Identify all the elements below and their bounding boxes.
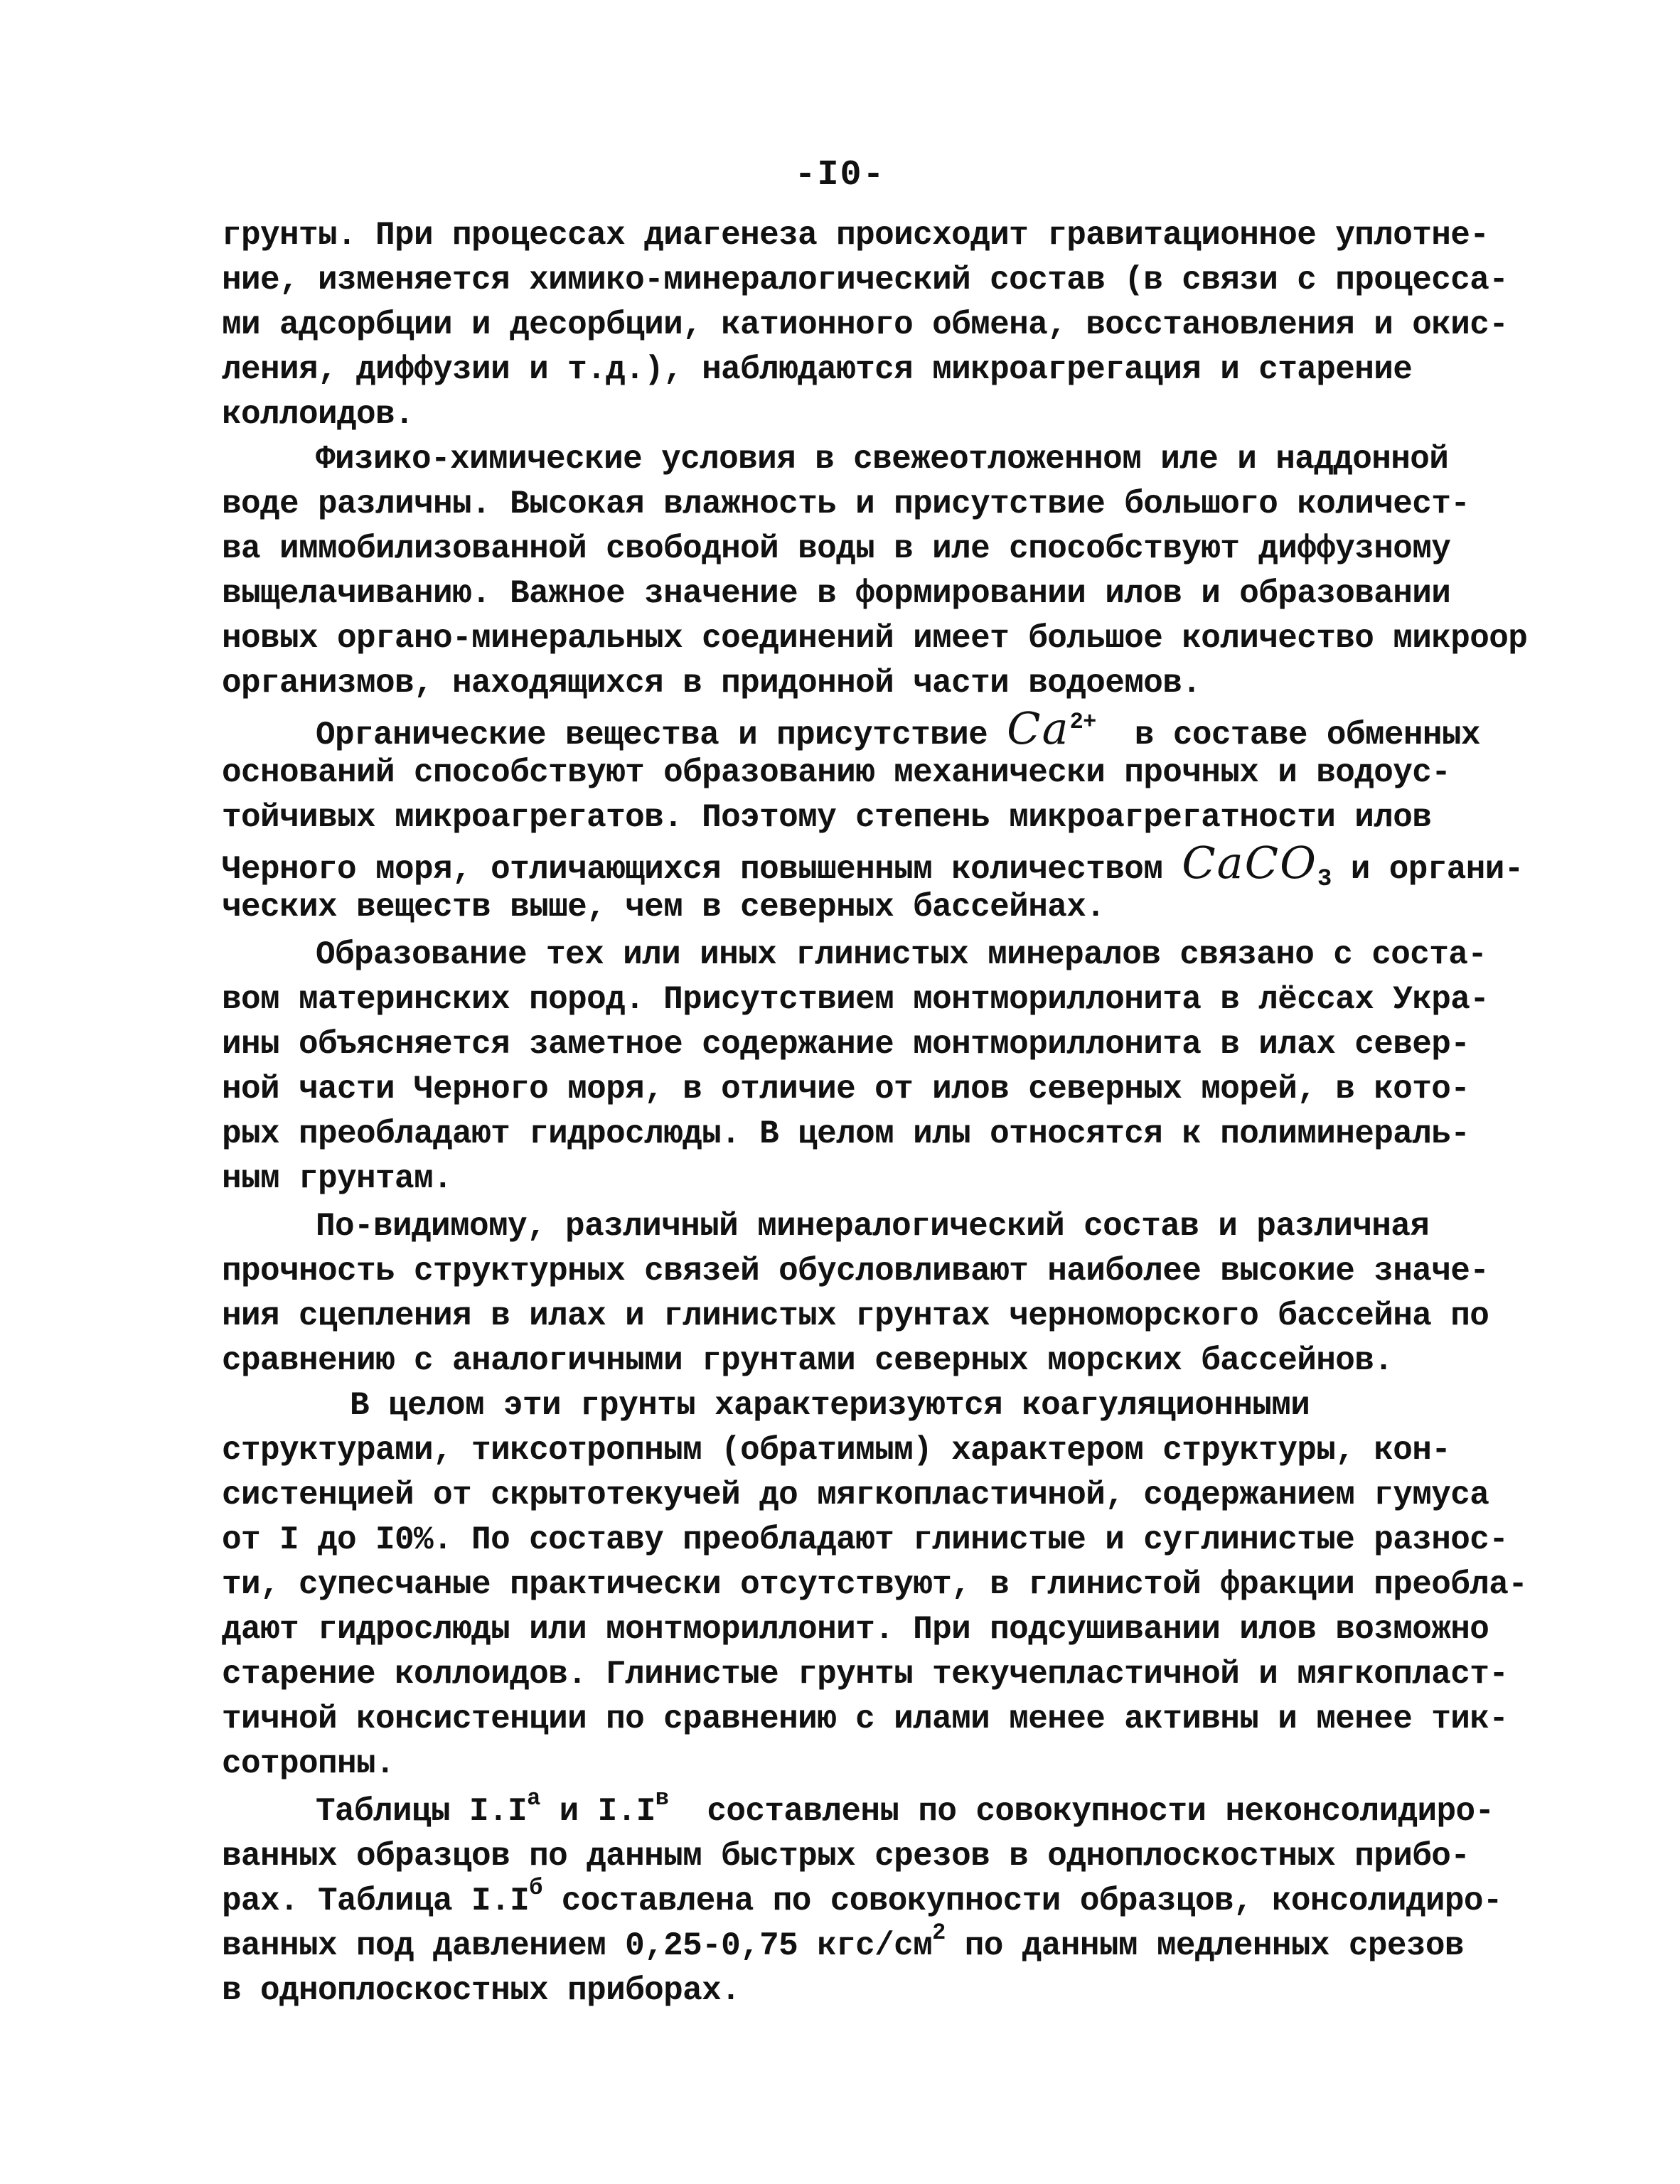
text-line: ванных образцов по данным быстрых срезов в одноплоскостных прибо- [222, 1838, 1470, 1875]
paragraph-clay-minerals [222, 933, 1502, 1201]
text-line: выщелачиванию. Важное значение в формировании илов и образовании [222, 575, 1451, 612]
superscript: 2 [932, 1920, 946, 1946]
page-number: -I0- [794, 155, 886, 196]
text-line: от I до I0%. По составу преобладают глинистые и суглинистые разнос- [222, 1521, 1509, 1558]
text-line: ния сцепления в илах и глинистых грунтах черноморского бассейна по [222, 1297, 1489, 1334]
text-line: Физико-химические условия в свежеотложенном иле и наддонной [316, 441, 1449, 478]
text-line: организмов, находящихся в придонной части водоемов. [222, 665, 1202, 702]
text-fragment: Органические вещества и присутствие [316, 717, 1007, 754]
text-line [222, 1785, 1502, 1834]
superscript: а [527, 1785, 540, 1811]
text-fragment: и I.I [540, 1793, 656, 1830]
text-fragment: составлена по совокупности образцов, консолидиро- [542, 1883, 1502, 1920]
text-line: По-видимому, различный минералогический состав и различная [316, 1208, 1430, 1245]
text-line: тойчивых микроагрегатов. Поэтому степень микроагрегатности илов [222, 799, 1432, 836]
text-line: систенцией от скрытотекучей до мягкопластичной, содержанием гумуса [222, 1477, 1489, 1514]
text-line: старение коллоидов. Глинистые грунты текучепластичной и мягкопласт- [222, 1656, 1509, 1693]
text-line: ние, изменяется химико-минералогический состав (в связи с процесса- [222, 262, 1509, 299]
text-line: ва иммобилизованной свободной воды в иле способствуют диффузному [222, 530, 1451, 567]
text-line: В целом эти грунты характеризуются коагуляционными [350, 1387, 1310, 1424]
text-line: ти, супесчаные практически отсутствуют, в глинистой фракции преобла- [222, 1566, 1528, 1603]
text-line: ческих веществ выше, чем в северных бассейнах. [222, 889, 1106, 926]
paragraph-physicochemical [222, 437, 1528, 706]
text-fragment: рах. Таблица I.I [222, 1883, 530, 1920]
text-line: оснований способствуют образованию механически прочных и водоус- [222, 754, 1451, 791]
text-line: ным грунтам. [222, 1160, 453, 1197]
paragraph-soil-characteristics [222, 1383, 1528, 1787]
text-line: тичной консистенции по сравнению с илами менее активны и менее тик- [222, 1701, 1509, 1738]
text-line: рых преобладают гидрослюды. В целом илы относятся к полиминераль- [222, 1115, 1470, 1152]
text-line: в одноплоскостных приборах. [222, 1972, 741, 2009]
text-line: прочность структурных связей обусловливают наиболее высокие значе- [222, 1253, 1489, 1290]
text-line [222, 1875, 1502, 1924]
text-line: ной части Черного моря, в отличие от илов северных морей, в кото- [222, 1071, 1470, 1108]
text-line: новых органо-минеральных соединений имеет большое количество микроор [222, 620, 1528, 657]
text-line [222, 837, 1524, 893]
text-line: Образование тех или иных глинистых минералов связано с соста- [316, 936, 1487, 973]
text-line: коллоидов. [222, 396, 414, 433]
text-fragment: составлены по совокупности неконсолидиро- [668, 1793, 1494, 1830]
text-fragment: Таблицы I.I [316, 1793, 528, 1830]
subscript: 3 [1317, 866, 1332, 893]
handwritten-formula-ca: Ca [1007, 702, 1070, 754]
text-fragment: ванных под давлением 0,25-0,75 кгс/см [222, 1927, 933, 1964]
paragraph-cohesion [222, 1204, 1502, 1383]
text-line: ми адсорбции и десорбции, катионного обмена, восстановления и окис- [222, 306, 1509, 343]
text-line: ины объясняется заметное содержание монтмориллонита в илах север- [222, 1026, 1470, 1063]
superscript: 2+ [1069, 709, 1096, 735]
superscript: б [529, 1875, 542, 1901]
paragraph-diagenesis [222, 213, 1509, 437]
text-line: грунты. При процессах диагенеза происходит гравитационное уплотне- [222, 217, 1489, 254]
text-line: воде различны. Высокая влажность и присутствие большого количест- [222, 486, 1470, 523]
text-line: дают гидрослюды или монтмориллонит. При подсушивании илов возможно [222, 1611, 1489, 1648]
text-line: вом материнских пород. Присутствием монтмориллонита в лёссах Укра- [222, 981, 1489, 1018]
text-line [222, 1920, 1502, 1969]
paragraph-tables [222, 1785, 1502, 2013]
text-fragment: Черного моря, отличающихся повышенным количеством [222, 851, 1182, 888]
text-fragment: по данным медленных срезов [945, 1927, 1464, 1964]
text-fragment: в составе обменных [1096, 717, 1480, 754]
text-line: ления, диффузии и т.д.), наблюдаются микроагрегация и старение [222, 351, 1413, 388]
superscript: в [655, 1785, 669, 1811]
text-line: структурами, тиксотропным (обратимым) характером структуры, кон- [222, 1432, 1451, 1469]
text-line: сотропны. [222, 1745, 395, 1782]
text-line [222, 702, 1502, 754]
body-text [222, 213, 1528, 2013]
text-fragment: и органи- [1331, 851, 1524, 888]
text-line: сравнению с аналогичными грунтами северных морских бассейнов. [222, 1342, 1393, 1379]
paragraph-organic-substances [222, 702, 1524, 930]
handwritten-formula-caco3: CaCO [1182, 837, 1317, 889]
